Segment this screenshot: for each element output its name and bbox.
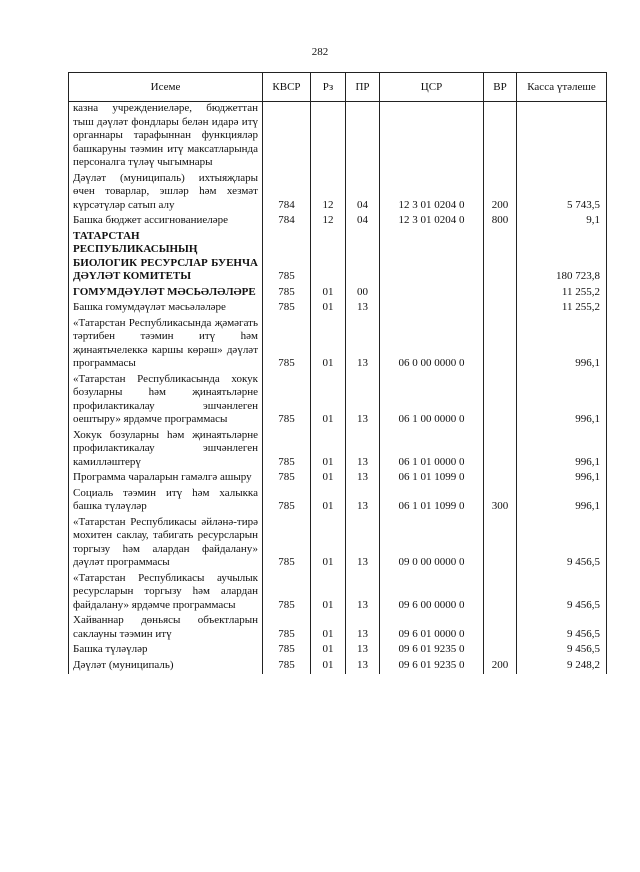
- row-kvsr: 785: [263, 230, 311, 286]
- row-rz: 12: [311, 172, 346, 215]
- row-pr: 13: [346, 301, 380, 317]
- table-row: [69, 471, 607, 487]
- row-csr: 06 1 01 0000 0: [380, 429, 484, 472]
- header-rz: Рз: [311, 73, 346, 102]
- row-kvsr: 785: [263, 286, 311, 302]
- table-header-row: [69, 73, 607, 102]
- row-csr: 09 6 01 9235 0: [380, 643, 484, 659]
- row-name: «Татарстан Республикасында хокук бозуларны һәм җинаятьләрне профилактикалау эшчәнлеген оештыру» ярдәмче программасы: [69, 373, 263, 429]
- row-name: Дәүләт (муниципаль) ихтыяҗлары өчен товарлар, эшләр һәм хезмәт күрсәтүләр сатып алу: [69, 172, 263, 215]
- row-rz: 01: [311, 317, 346, 373]
- row-kvsr: 784: [263, 172, 311, 215]
- row-pr: 13: [346, 429, 380, 472]
- row-pr: 13: [346, 317, 380, 373]
- row-pr: 13: [346, 471, 380, 487]
- row-kassa: 11 255,2: [517, 286, 607, 302]
- row-kassa: 9,1: [517, 214, 607, 230]
- row-vr: [484, 643, 517, 659]
- row-kassa: 996,1: [517, 471, 607, 487]
- table-row: [69, 230, 607, 286]
- row-vr: [484, 614, 517, 643]
- table-row: [69, 301, 607, 317]
- table-row: [69, 659, 607, 675]
- row-kvsr: 785: [263, 429, 311, 472]
- row-rz: 01: [311, 643, 346, 659]
- table-row: [69, 516, 607, 572]
- row-vr: [484, 429, 517, 472]
- row-pr: 13: [346, 516, 380, 572]
- header-name: Исеме: [69, 73, 263, 102]
- row-pr: 04: [346, 214, 380, 230]
- row-vr: 800: [484, 214, 517, 230]
- row-kvsr: 784: [263, 214, 311, 230]
- row-csr: 09 6 00 0000 0: [380, 572, 484, 615]
- row-vr: [484, 230, 517, 286]
- table-row: [69, 614, 607, 643]
- row-rz: 01: [311, 286, 346, 302]
- row-kvsr: 785: [263, 373, 311, 429]
- row-kvsr: 785: [263, 487, 311, 516]
- row-name: «Татарстан Республикасында җәмәгать тәртибен тәэмин итү һәм җинаятьчелеккә каршы көрәш» дәүләт программасы: [69, 317, 263, 373]
- row-csr: 12 3 01 0204 0: [380, 214, 484, 230]
- row-name: ТАТАРСТАН РЕСПУБЛИКАСЫНЫҢ БИОЛОГИК РЕСУРСЛАР БУЕНЧА ДӘҮЛӘТ КОМИТЕТЫ: [69, 230, 263, 286]
- row-name: Социаль тәэмин итү һәм халыкка башка түләүләр: [69, 487, 263, 516]
- header-kassa: Касса үтәлеше: [517, 73, 607, 102]
- row-kvsr: 785: [263, 317, 311, 373]
- table-row: [69, 286, 607, 302]
- row-name: Программа чараларын гамәлгә ашыру: [69, 471, 263, 487]
- header-pr: ПР: [346, 73, 380, 102]
- row-kassa: 996,1: [517, 429, 607, 472]
- row-kassa: [517, 102, 607, 172]
- row-name: Дәүләт (муниципаль): [69, 659, 263, 675]
- row-kvsr: 785: [263, 301, 311, 317]
- row-rz: 01: [311, 516, 346, 572]
- row-vr: [484, 516, 517, 572]
- row-vr: [484, 301, 517, 317]
- row-kassa: 9 456,5: [517, 643, 607, 659]
- row-name: Башка түләүләр: [69, 643, 263, 659]
- table-row: [69, 172, 607, 215]
- row-pr: 13: [346, 487, 380, 516]
- row-pr: 00: [346, 286, 380, 302]
- row-pr: 13: [346, 643, 380, 659]
- row-kvsr: 785: [263, 614, 311, 643]
- row-kassa: 9 248,2: [517, 659, 607, 675]
- row-rz: 01: [311, 301, 346, 317]
- row-csr: 12 3 01 0204 0: [380, 172, 484, 215]
- row-vr: [484, 373, 517, 429]
- row-rz: 01: [311, 471, 346, 487]
- row-rz: 01: [311, 659, 346, 675]
- table-row: [69, 429, 607, 472]
- row-pr: [346, 102, 380, 172]
- row-vr: 200: [484, 172, 517, 215]
- row-csr: 06 0 00 0000 0: [380, 317, 484, 373]
- row-kassa: 996,1: [517, 317, 607, 373]
- row-kvsr: 785: [263, 471, 311, 487]
- row-name: Башка бюджет ассигнованиеләре: [69, 214, 263, 230]
- row-name: ГОМУМДӘҮЛӘТ МӘСЬӘЛӘЛӘРЕ: [69, 286, 263, 302]
- row-kassa: 9 456,5: [517, 572, 607, 615]
- row-csr: [380, 230, 484, 286]
- row-csr: 06 1 00 0000 0: [380, 373, 484, 429]
- row-pr: 13: [346, 659, 380, 675]
- row-vr: 300: [484, 487, 517, 516]
- row-csr: [380, 286, 484, 302]
- row-pr: 04: [346, 172, 380, 215]
- row-name: Хайваннар дөньясы объектларын саклауны тәэмин итү: [69, 614, 263, 643]
- row-name: «Татарстан Республикасы аучылык ресурсларын торгызу һәм алардан файдалану» ярдәмче программасы: [69, 572, 263, 615]
- row-kassa: 996,1: [517, 373, 607, 429]
- row-kassa: 180 723,8: [517, 230, 607, 286]
- row-rz: [311, 102, 346, 172]
- table-row: [69, 373, 607, 429]
- row-kvsr: 785: [263, 643, 311, 659]
- row-pr: 13: [346, 373, 380, 429]
- row-csr: 06 1 01 1099 0: [380, 487, 484, 516]
- row-csr: 09 6 01 9235 0: [380, 659, 484, 675]
- row-pr: 13: [346, 614, 380, 643]
- row-rz: 01: [311, 614, 346, 643]
- row-csr: 09 6 01 0000 0: [380, 614, 484, 643]
- row-vr: [484, 102, 517, 172]
- row-pr: 13: [346, 572, 380, 615]
- row-rz: 01: [311, 373, 346, 429]
- row-kvsr: [263, 102, 311, 172]
- table-row: [69, 643, 607, 659]
- row-kassa: 9 456,5: [517, 614, 607, 643]
- budget-table: [68, 72, 607, 674]
- row-name: «Татарстан Республикасы әйләнә-тирә мохитен саклау, табигать ресурсларын торгызу һәм алардан файдалану» дәүләт программасы: [69, 516, 263, 572]
- table-row: [69, 317, 607, 373]
- row-vr: [484, 286, 517, 302]
- header-vr: ВР: [484, 73, 517, 102]
- row-vr: 200: [484, 659, 517, 675]
- row-csr: 09 0 00 0000 0: [380, 516, 484, 572]
- row-kvsr: 785: [263, 516, 311, 572]
- row-vr: [484, 317, 517, 373]
- table-row: [69, 572, 607, 615]
- row-vr: [484, 572, 517, 615]
- page-number: 282: [311, 46, 329, 58]
- header-csr: ЦСР: [380, 73, 484, 102]
- row-rz: 12: [311, 214, 346, 230]
- table-row: [69, 102, 607, 172]
- row-csr: [380, 301, 484, 317]
- table-row: [69, 214, 607, 230]
- row-vr: [484, 471, 517, 487]
- row-rz: 01: [311, 429, 346, 472]
- row-kassa: 11 255,2: [517, 301, 607, 317]
- row-kassa: 5 743,5: [517, 172, 607, 215]
- row-rz: [311, 230, 346, 286]
- row-csr: 06 1 01 1099 0: [380, 471, 484, 487]
- header-kvsr: КВСР: [263, 73, 311, 102]
- row-rz: 01: [311, 487, 346, 516]
- row-name: казна учреждениеләре, бюджеттан тыш дәүләт фондлары белән идарә итү органнары тарафыннан функцияләр башкаруны тәэмин итү максатларында персоналга түләү чыгымнары: [69, 102, 263, 172]
- row-name: Башка гомумдәүләт мәсьәләләре: [69, 301, 263, 317]
- row-kvsr: 785: [263, 572, 311, 615]
- row-kassa: 9 456,5: [517, 516, 607, 572]
- table-row: [69, 487, 607, 516]
- row-pr: [346, 230, 380, 286]
- row-name: Хокук бозуларны һәм җинаятьләрне профилактикалау эшчәнлеген камилләштерү: [69, 429, 263, 472]
- row-rz: 01: [311, 572, 346, 615]
- row-kvsr: 785: [263, 659, 311, 675]
- row-csr: [380, 102, 484, 172]
- row-kassa: 996,1: [517, 487, 607, 516]
